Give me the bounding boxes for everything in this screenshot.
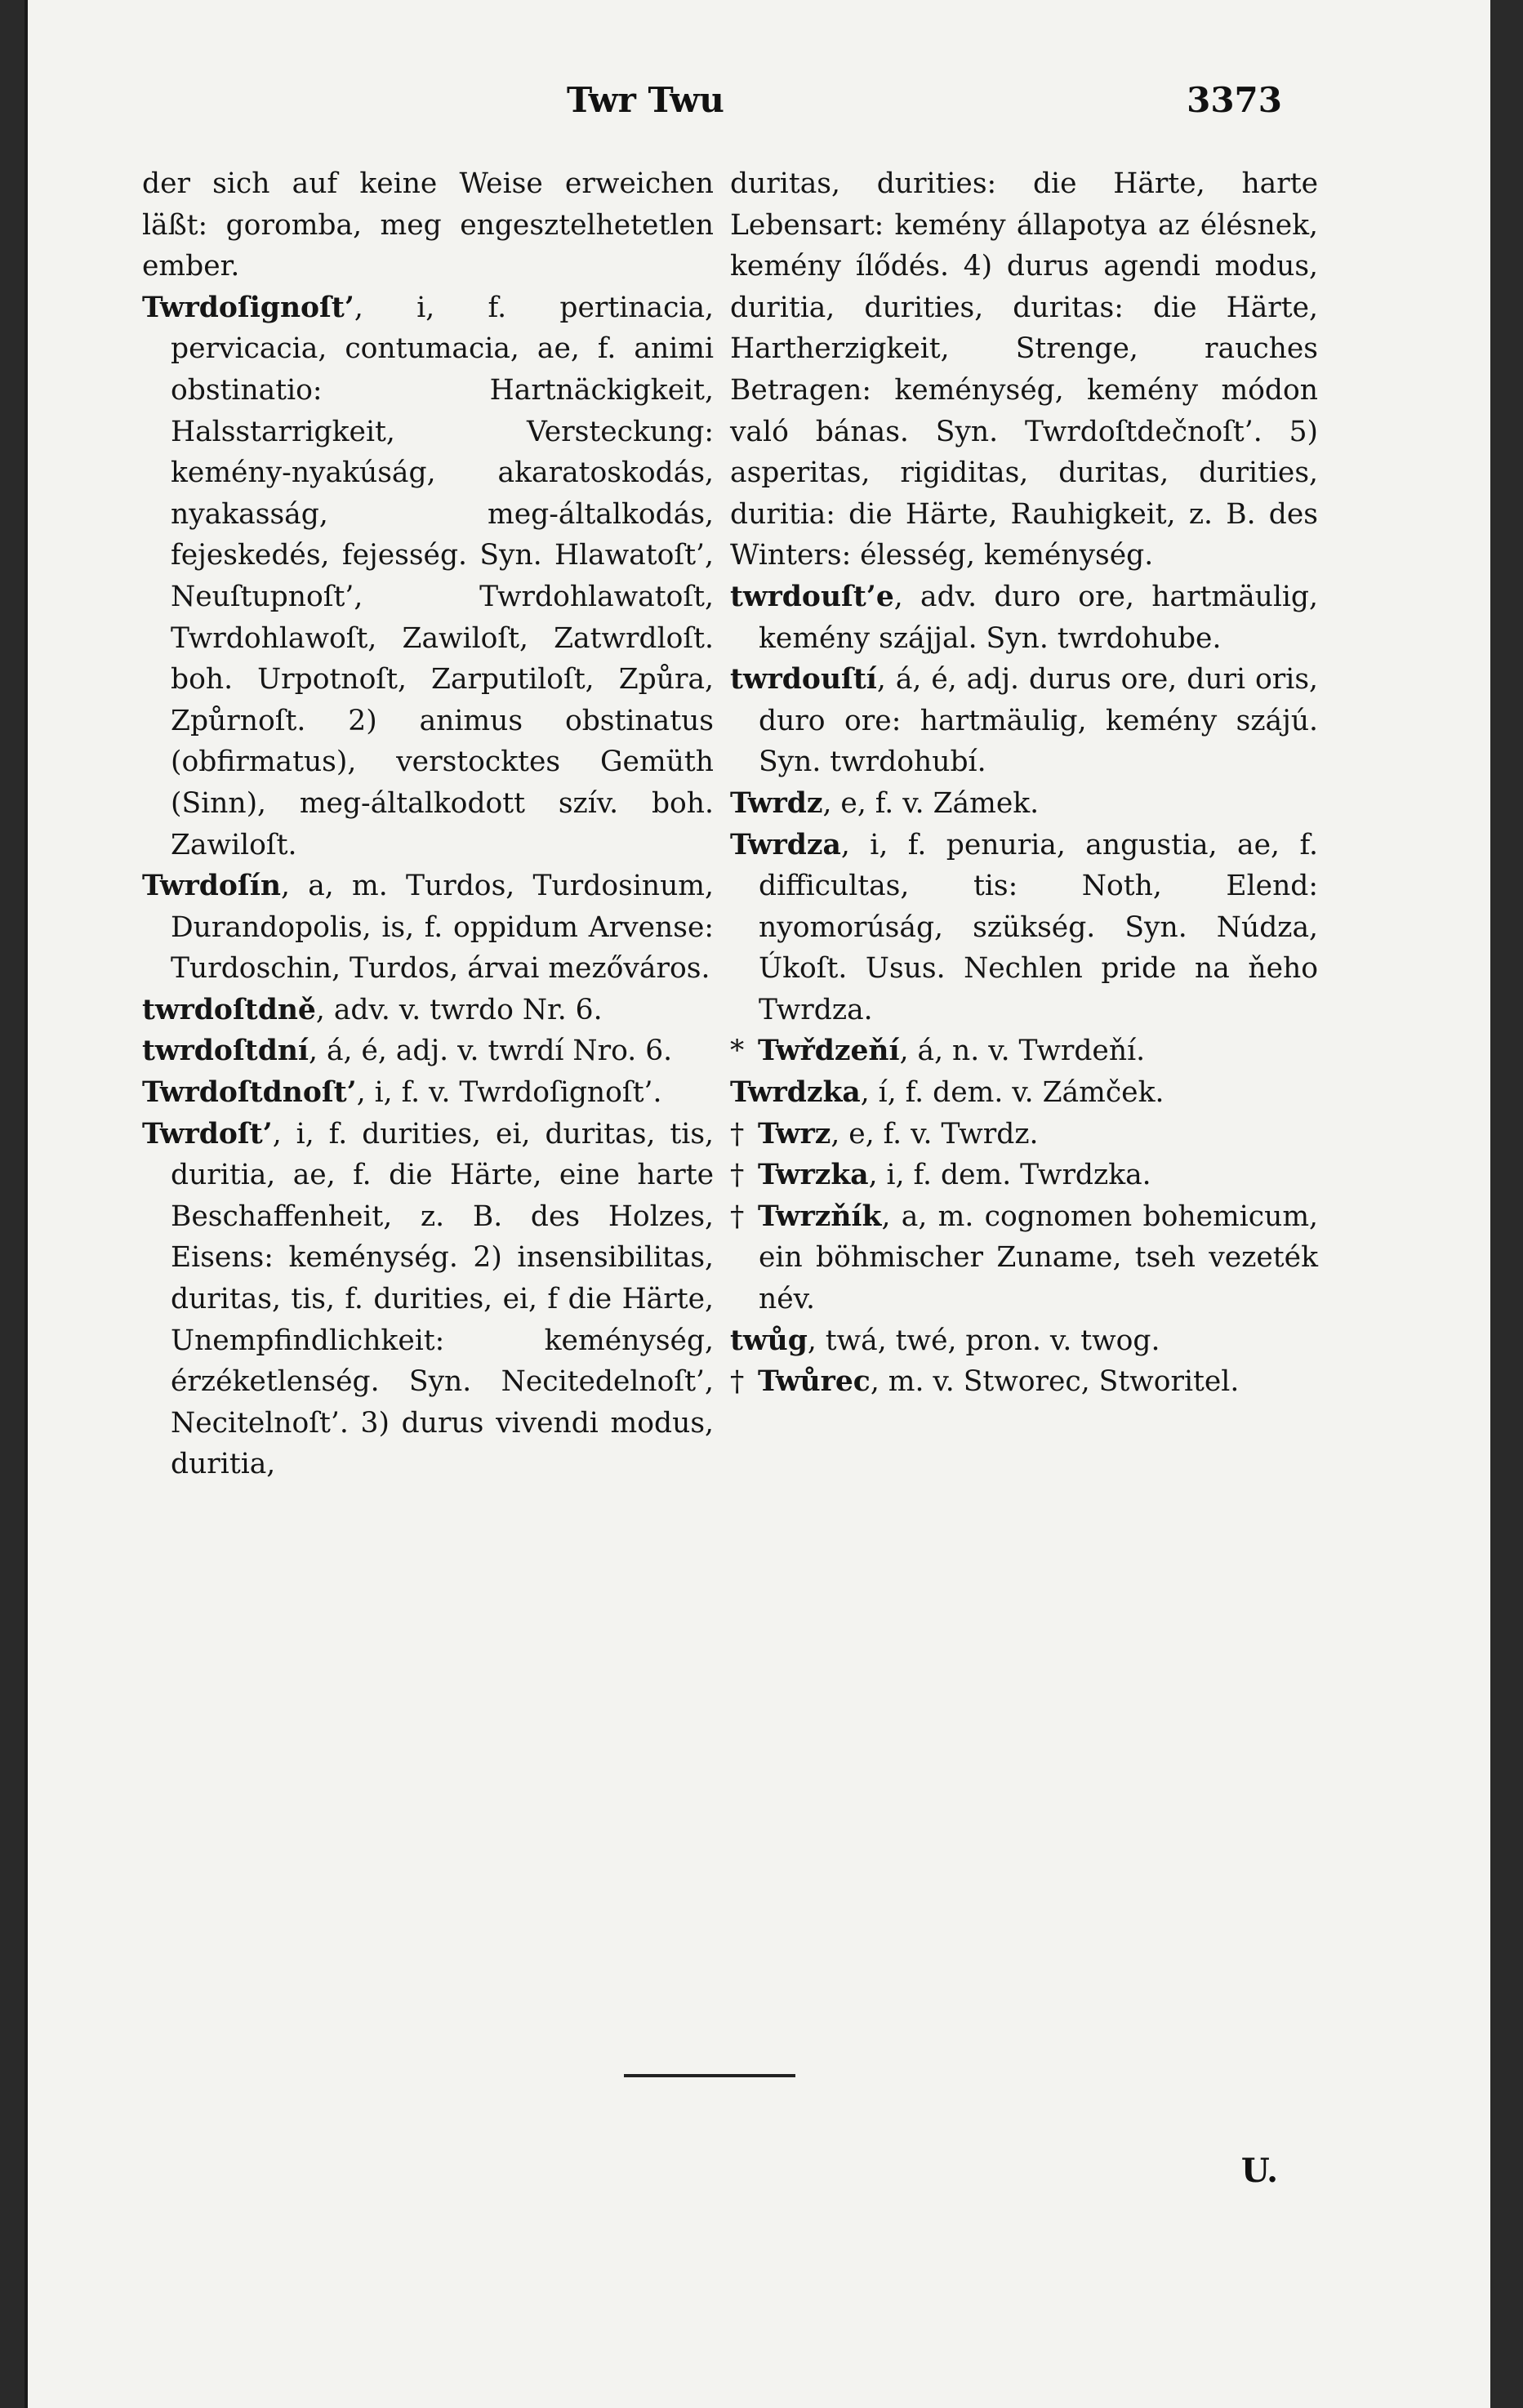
entry-mark: † (730, 1200, 745, 1233)
entry-headword: Twrzka (758, 1159, 869, 1192)
dictionary-entry (730, 1030, 1318, 1072)
page-header (28, 80, 1490, 137)
entry-mark: † (730, 1365, 745, 1399)
entry-headword: Twřdzeňí (758, 1035, 900, 1068)
page-number: 3373 (1187, 80, 1282, 120)
dictionary-entry (730, 783, 1318, 825)
entry-definition: , í, f. dem. v. Zámček. (860, 1076, 1165, 1110)
entry-definition: duritas, durities: die Härte, harte Lebensart: kemény állapotya az élésnek, kemény ílődés. 4) durus agendi modus, duritia, durities, duritas: die Härte, Hartherzigkeit, Strenge, rauches Betragen: keménység, kemény módon való bánas. Syn. Twrdoſtdečnoſt’. 5) asperitas, rigiditas, duritas, durities, duritia: die Härte, Rauhigkeit, z. B. des Winters: élesség, keménység. (730, 167, 1318, 572)
entry-headword: Twrz (758, 1117, 831, 1151)
entry-definition: , i, f. pertinacia, pervicacia, contumacia, ae, f. animi obstinatio: Hartnäckigkeit, Halsstarrigkeit, Versteckung: kemény-nyakúság, akaratoskodás, nyakasság, meg-általkodás, fejeskedés, fejesség. Syn. Hlawatoſt’, Neuſtupnoſt’, Twrdohlawatoſt, Twrdohlawoſt, Zawiloſt, Zatwrdloſt. boh. Urpotnoſt, Zarputiloſt, Způra, Způrnoſt. 2) animus obstinatus (obfirmatus), verstocktes Gemüth (Sinn), meg-általkodott szív. boh. Zawiloſt. (171, 291, 714, 861)
entry-mark: * (730, 1035, 745, 1068)
running-head: Twr Twu (567, 80, 724, 120)
entry-definition: , twá, twé, pron. v. twog. (807, 1324, 1160, 1357)
entry-definition: , á, é, adj. v. twrdí Nro. 6. (309, 1035, 673, 1068)
dictionary-entry (730, 1320, 1318, 1362)
entry-mark: † (730, 1117, 745, 1151)
entry-headword: Twůrec (758, 1365, 871, 1399)
entry-definition: , adv. duro ore, hartmäulig, kemény szájjal. Syn. twrdohube. (759, 580, 1318, 655)
entry-headword: Twrzňík (758, 1200, 882, 1233)
dictionary-entry (730, 1114, 1318, 1155)
entry-headword: Twrdoſt’ (142, 1117, 273, 1151)
dictionary-entry (142, 163, 714, 287)
dictionary-entry (730, 1155, 1318, 1196)
catchword: U. (1240, 2152, 1278, 2190)
entry-definition: , e, f. v. Twrdz. (831, 1117, 1039, 1151)
entry-headword: Twrdza (730, 828, 841, 861)
entry-headword: Twrdoſignoſt’ (142, 291, 354, 324)
dictionary-entry (142, 287, 714, 866)
entry-definition: , e, f. v. Zámek. (822, 786, 1040, 820)
entry-definition: , i, f. durities, ei, duritas, tis, duritia, ae, f. die Härte, eine harte Beschaffenheit, z. B. des Holzes, Eisens: keménység. 2) insensibilitas, duritas, tis, f. durities, ei, f die Härte, Unempfindlichkeit: keménység, érzéketlenség. Syn. Necitedelnoſt’, Necitelnoſt’. 3) durus vivendi modus, duritia, (171, 1117, 714, 1481)
dictionary-entry (142, 1114, 714, 1485)
entry-definition: , m. v. Stworec, Stworitel. (870, 1365, 1240, 1399)
entry-mark: † (730, 1159, 745, 1192)
dictionary-entry (142, 990, 714, 1031)
entry-headword: twůg (730, 1324, 808, 1357)
entry-headword: twrdouſt’e (730, 580, 894, 613)
right-column (730, 163, 1318, 1403)
dictionary-entry (730, 163, 1318, 576)
dictionary-entry (730, 1361, 1318, 1403)
entry-headword: Twrdoſín (142, 870, 281, 903)
entry-headword: Twrdoſtdnoſt’ (142, 1076, 357, 1110)
entry-definition: , a, m. Turdos, Turdosinum, Durandopolis, is, f. oppidum Arvense: Turdoschin, Turdos, árvai mezőváros. (171, 870, 714, 986)
left-column (142, 163, 714, 1485)
dictionary-entry (730, 1196, 1318, 1320)
entry-definition: , i, f. dem. Twrdzka. (868, 1159, 1151, 1192)
dictionary-entry (142, 866, 714, 990)
entry-definition: , á, n. v. Twrdeňí. (899, 1035, 1146, 1068)
entry-definition: , i, f. v. Twrdoſignoſt’. (356, 1076, 662, 1110)
dictionary-entry (730, 576, 1318, 659)
dictionary-page (24, 0, 1490, 2408)
entry-headword: twrdouſtí (730, 663, 877, 697)
entry-headword: twrdoſtdně (142, 993, 316, 1026)
footer-rule (624, 2074, 795, 2077)
dictionary-entry (142, 1072, 714, 1114)
entry-headword: twrdoſtdní (142, 1035, 309, 1068)
dictionary-entry (730, 659, 1318, 783)
entry-definition: der sich auf keine Weise erweichen läßt: goromba, meg engesztelhetetlen ember. (142, 167, 714, 283)
entry-definition: , á, é, adj. durus ore, duri oris, duro ore: hartmäulig, kemény szájú. Syn. twrdohubí. (759, 663, 1318, 779)
entry-headword: Twrdzka (730, 1076, 861, 1110)
entry-definition: , a, m. cognomen bohemicum, ein böhmischer Zuname, tseh vezeték név. (759, 1200, 1318, 1316)
dictionary-entry (730, 1072, 1318, 1114)
dictionary-entry (730, 825, 1318, 1031)
entry-definition: , adv. v. twrdo Nr. 6. (315, 993, 603, 1026)
dictionary-entry (142, 1030, 714, 1072)
entry-definition: , i, f. penuria, angustia, ae, f. difficultas, tis: Noth, Elend: nyomorúság, szükség. Syn. Núdza, Úkoſt. Usus. Nechlen pride na ňeho Twrdza. (759, 828, 1318, 1026)
entry-headword: Twrdz (730, 786, 823, 820)
